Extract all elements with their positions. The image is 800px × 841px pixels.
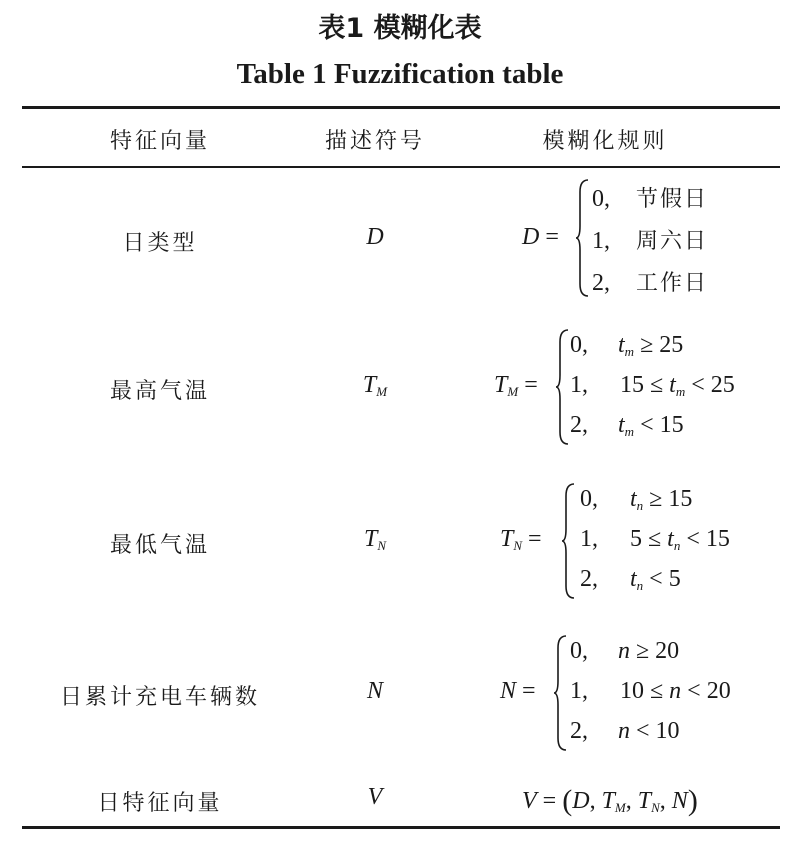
header-fuzzy-rule: 模糊化规则 xyxy=(542,129,668,154)
row-daily-feature-vector-feature: 日特征向量 xyxy=(97,791,223,816)
rule-max-temp-case-1: 1, 15 ≤ tm < 25 xyxy=(570,372,735,399)
table-title-english: Table 1 Fuzzification table xyxy=(236,58,564,90)
rule-min-temp-lhs: TN = xyxy=(500,526,542,553)
rule-daily-charging-count-case-1: 1, 10 ≤ n < 20 xyxy=(570,678,731,704)
rule-day-type-lhs: D = xyxy=(522,224,559,250)
rule-daily-feature-vector: V = (D, TM, TN, N) xyxy=(522,784,698,817)
rule-max-temp-case-2: 2, tm < 15 xyxy=(570,412,684,439)
row-max-temp-feature: 最高气温 xyxy=(109,379,210,404)
row-daily-feature-vector-symbol: V xyxy=(367,784,383,810)
row-daily-charging-count-feature: 日累计充电车辆数 xyxy=(59,685,260,710)
rule-day-type-case-1: 1, 周六日 xyxy=(592,228,709,254)
row-max-temp-symbol: TM xyxy=(362,372,388,399)
row-min-temp-symbol: TN xyxy=(363,526,387,553)
rule-day-type-case-0: 0, 节假日 xyxy=(592,186,709,212)
rule-min-temp-brace xyxy=(562,482,576,600)
row-daily-charging-count-symbol: N xyxy=(366,678,383,704)
top-rule xyxy=(22,106,780,109)
row-day-type-feature: 日类型 xyxy=(122,231,198,256)
table-title-chinese: 表1 模糊化表 xyxy=(318,13,482,44)
row-day-type-symbol: D xyxy=(366,224,384,250)
rule-daily-charging-count-case-0: 0, n ≥ 20 xyxy=(570,638,680,664)
rule-daily-charging-count-brace xyxy=(554,634,568,752)
header-symbol: 描述符号 xyxy=(324,129,425,154)
header-feature-vector: 特征向量 xyxy=(109,129,210,154)
rule-daily-charging-count-lhs: N = xyxy=(500,678,536,704)
rule-max-temp-brace xyxy=(556,328,570,446)
rule-min-temp-case-0: 0, tn ≥ 15 xyxy=(580,486,693,513)
bottom-rule xyxy=(22,826,780,829)
rule-min-temp-case-2: 2, tn < 5 xyxy=(580,566,681,593)
rule-max-temp-case-0: 0, tm ≥ 25 xyxy=(570,332,684,359)
rule-min-temp-case-1: 1, 5 ≤ tn < 15 xyxy=(580,526,730,553)
rule-daily-charging-count-case-2: 2, n < 10 xyxy=(570,718,680,744)
rule-day-type-case-2: 2, 工作日 xyxy=(592,270,709,296)
header-rule xyxy=(22,166,780,168)
rule-day-type-brace xyxy=(576,178,590,298)
rule-max-temp-lhs: TM = xyxy=(494,372,538,399)
row-min-temp-feature: 最低气温 xyxy=(109,533,210,558)
